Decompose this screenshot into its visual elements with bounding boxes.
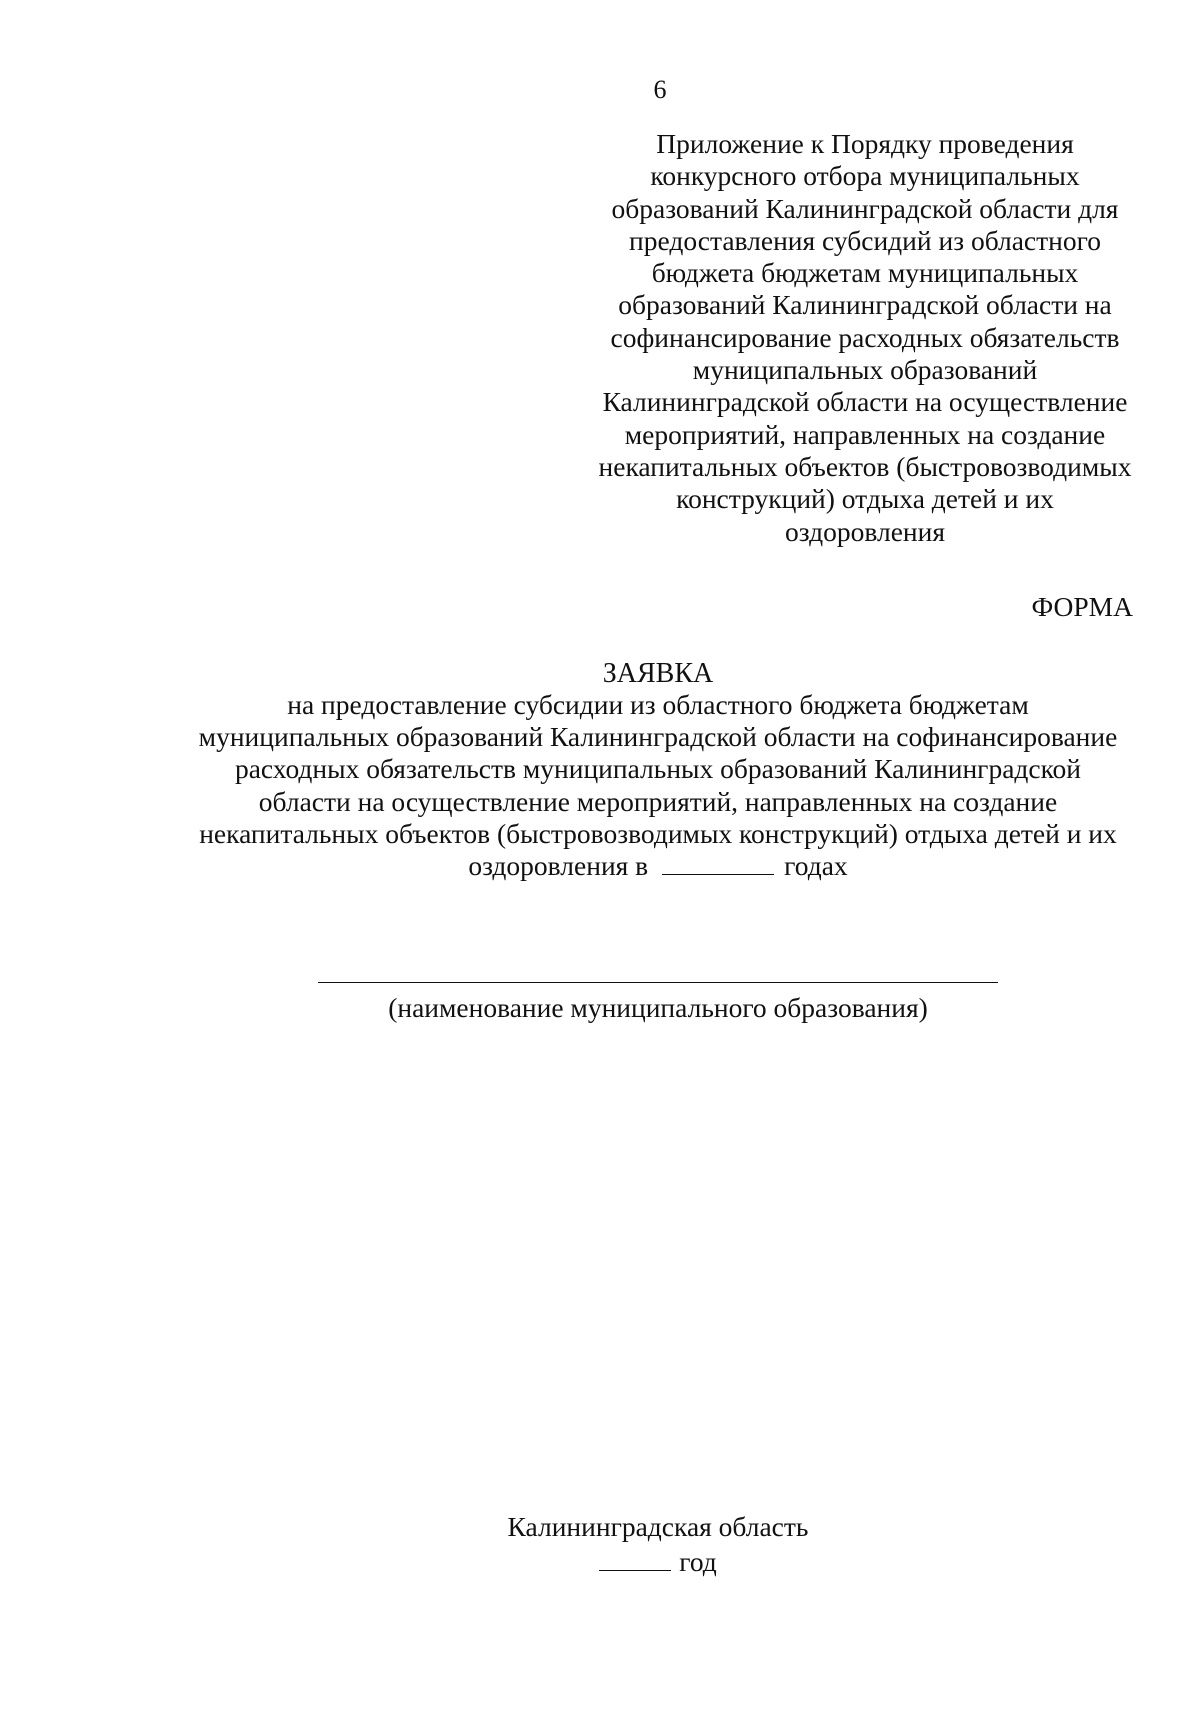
appendix-reference-block bbox=[560, 128, 1170, 548]
application-line: муниципальных образований Калининградской области на софинансирование bbox=[198, 721, 1118, 753]
appendix-line: некапитальных объектов (быстровозводимых bbox=[598, 450, 1132, 482]
appendix-line: конкурсного отбора муниципальных bbox=[650, 160, 1080, 192]
application-description bbox=[0, 689, 1200, 882]
footer-region: Калининградская область bbox=[507, 1511, 809, 1542]
appendix-line: софинансирование расходных обязательств bbox=[610, 321, 1120, 353]
form-label: ФОРМА bbox=[1031, 591, 1133, 622]
municipality-name-caption: (наименование муниципального образования) bbox=[388, 992, 928, 1023]
page-number: 6 bbox=[653, 75, 667, 104]
year-label: год bbox=[679, 1546, 717, 1577]
appendix-line: образований Калининградской области для bbox=[611, 192, 1119, 224]
appendix-line: бюджета бюджетам муниципальных bbox=[651, 257, 1079, 289]
application-line: некапитальных объектов (быстровозводимых конструкций) отдыха детей и их bbox=[199, 817, 1117, 849]
application-last-line-start: оздоровления в bbox=[468, 850, 649, 882]
application-line: расходных обязательств муниципальных образований Калининградской bbox=[234, 753, 1082, 785]
appendix-line: оздоровления bbox=[785, 515, 945, 547]
footer-year-line bbox=[0, 1544, 1200, 1580]
application-title: ЗАЯВКА bbox=[602, 658, 714, 689]
appendix-line: муниципальных образований bbox=[692, 354, 1038, 386]
years-blank-field[interactable] bbox=[662, 854, 774, 875]
appendix-line: конструкций) отдыха детей и их bbox=[676, 483, 1054, 515]
application-last-line bbox=[0, 850, 1200, 882]
appendix-line: предоставления субсидий из областного bbox=[629, 224, 1101, 256]
municipality-name-blank-field[interactable] bbox=[318, 982, 998, 983]
year-blank-field[interactable] bbox=[599, 1550, 671, 1571]
appendix-line: образований Калининградской области на bbox=[618, 289, 1112, 321]
appendix-line: Калининградской области на осуществление bbox=[602, 386, 1128, 418]
application-last-line-end: годах bbox=[784, 850, 848, 882]
application-line: области на осуществление мероприятий, направленных на создание bbox=[258, 785, 1058, 817]
application-line: на предоставление субсидии из областного бюджета бюджетам bbox=[287, 689, 1029, 720]
appendix-line: Приложение к Порядку проведения bbox=[656, 128, 1074, 159]
appendix-line: мероприятий, направленных на создание bbox=[624, 418, 1106, 450]
